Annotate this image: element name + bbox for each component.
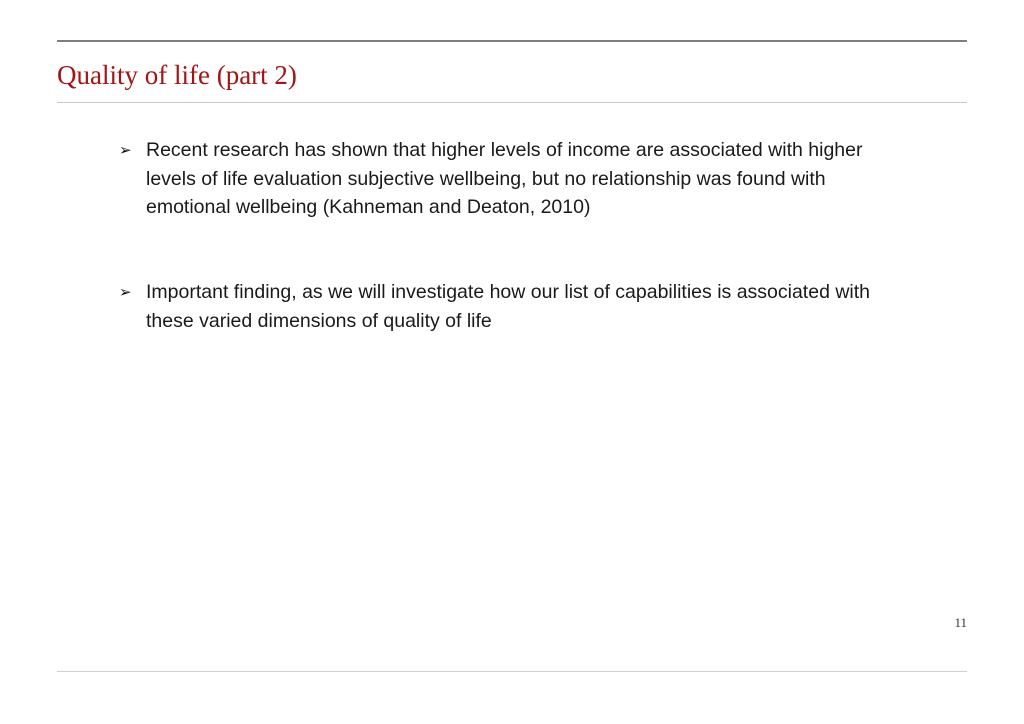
arrowhead-bullet-icon: ➢ [119,283,132,301]
title-divider [57,102,967,103]
bullet-text: Important finding, as we will investigate how our list of capabilities is associated with these varied dimensions of quality of life [146,281,871,332]
slide-title: Quality of life (part 2) [57,60,297,90]
bullet-item [119,278,909,335]
page-number: 11 [954,615,967,630]
bullet-item [119,136,909,222]
bottom-rule [57,671,967,672]
top-rule [57,40,967,42]
bullet-text: Recent research has shown that higher levels of income are associated with higher levels of life evaluation subjective wellbeing, but no relationship was found with emotional wellbeing (Kahneman and Deaton, 2010) [146,139,863,218]
arrowhead-bullet-icon: ➢ [119,141,132,159]
